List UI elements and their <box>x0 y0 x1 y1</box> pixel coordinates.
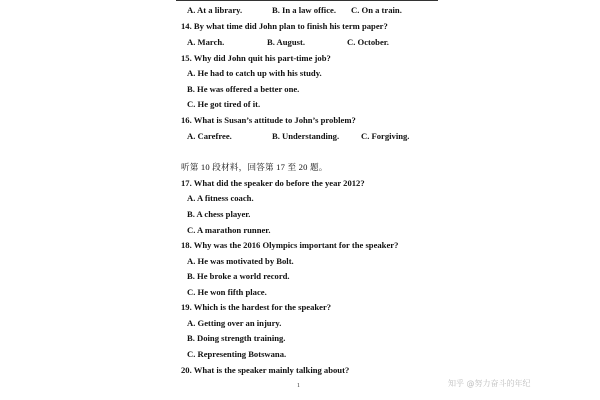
q19-question: 19. Which is the hardest for the speaker? <box>181 302 332 312</box>
top-rule <box>176 0 438 1</box>
q19-option-a: A. Getting over an injury. <box>187 318 282 328</box>
q19-option-c: C. Representing Botswana. <box>187 349 287 359</box>
q14-option-b: B. August. <box>267 37 305 47</box>
q15-option-a: A. He had to catch up with his study. <box>187 68 322 78</box>
section-heading: 听第 10 段材料，回答第 17 至 20 题。 <box>181 162 328 172</box>
q16-question: 16. What is Susan’s attitude to John’s problem? <box>181 115 356 125</box>
q15-question: 15. Why did John quit his part-time job? <box>181 53 331 63</box>
q16-option-c: C. Forgiving. <box>361 131 410 141</box>
q13-option-c: C. On a train. <box>351 5 402 15</box>
watermark: 知乎 @努力奋斗的年纪 <box>448 379 531 388</box>
q19-option-b: B. Doing strength training. <box>187 333 286 343</box>
q15-option-c: C. He got tired of it. <box>187 99 261 109</box>
page-number: 1 <box>297 383 300 389</box>
q18-option-c: C. He won fifth place. <box>187 287 267 297</box>
q16-option-b: B. Understanding. <box>272 131 340 141</box>
q20-question: 20. What is the speaker mainly talking about? <box>181 365 350 375</box>
q14-option-a: A. March. <box>187 37 225 47</box>
q18-option-b: B. He broke a world record. <box>187 271 290 281</box>
q17-option-c: C. A marathon runner. <box>187 225 271 235</box>
q18-option-a: A. He was motivated by Bolt. <box>187 256 294 266</box>
q14-option-c: C. October. <box>347 37 389 47</box>
q18-question: 18. Why was the 2016 Olympics important for the speaker? <box>181 240 399 250</box>
q15-option-b: B. He was offered a better one. <box>187 84 300 94</box>
q17-option-a: A. A fitness coach. <box>187 193 254 203</box>
q17-question: 17. What did the speaker do before the year 2012? <box>181 178 365 188</box>
q13-option-a: A. At a library. <box>187 5 243 15</box>
q16-option-a: A. Carefree. <box>187 131 232 141</box>
q13-option-b: B. In a law office. <box>272 5 336 15</box>
q17-option-b: B. A chess player. <box>187 209 251 219</box>
q14-question: 14. By what time did John plan to finish his term paper? <box>181 21 388 31</box>
